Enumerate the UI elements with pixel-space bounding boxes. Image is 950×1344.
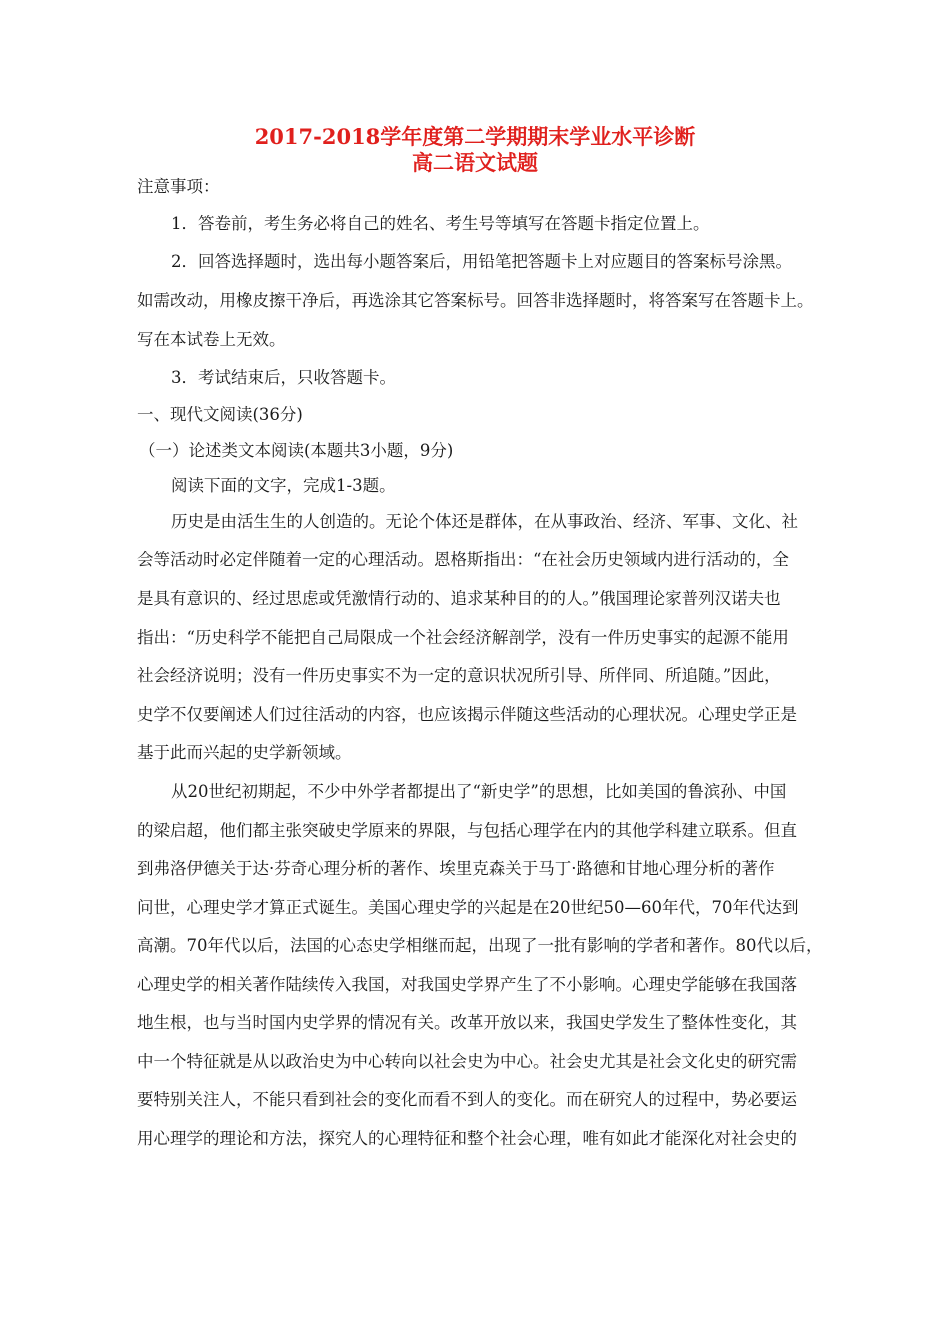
notice-item: 3．考试结束后，只收答题卡。	[171, 368, 396, 387]
notice-item: 2．回答选择题时，选出每小题答案后，用铅笔把答题卡上对应题目的答案标号涂黑。	[171, 252, 792, 271]
passage-line: 是具有意识的、经过思虑或凭激情行动的、追求某种目的的人。”俄国理论家普列汉诺夫也	[137, 589, 781, 608]
passage-line: 历史是由活生生的人创造的。无论个体还是群体，在从事政治、经济、军事、文化、社	[171, 512, 798, 531]
passage-line: 指出：“历史科学不能把自己局限成一个社会经济解剖学，没有一件历史事实的起源不能用	[137, 628, 789, 647]
notice-item-continued: 如需改动，用橡皮擦干净后，再选涂其它答案标号。回答非选择题时，将答案写在答题卡上。	[137, 291, 814, 310]
notice-heading: 注意事项：	[137, 177, 220, 196]
notice-item-continued: 写在本试卷上无效。	[137, 330, 286, 349]
passage-line: 社会经济说明；没有一件历史事实不为一定的意识状况所引导、所伴同、所追随。”因此，	[137, 666, 781, 685]
subsection-heading: （一）论述类文本阅读(本题共3小题，9分)	[139, 441, 454, 460]
passage-line: 到弗洛伊德关于达·芬奇心理分析的著作、埃里克森关于马丁·路德和甘地心理分析的著作	[137, 859, 775, 878]
passage-line: 会等活动时必定伴随着一定的心理活动。恩格斯指出：“在社会历史领域内进行活动的，全	[137, 550, 789, 569]
passage-line: 用心理学的理论和方法，探究人的心理特征和整个社会心理，唯有如此才能深化对社会史的	[137, 1129, 797, 1148]
passage-line: 从20世纪初期起，不少中外学者都提出了“新史学”的思想，比如美国的鲁滨孙、中国	[171, 782, 787, 801]
exam-title: 2017-2018学年度第二学期期末学业水平诊断	[254, 124, 696, 149]
passage-line: 地生根，也与当时国内史学界的情况有关。改革开放以来，我国史学发生了整体性变化，其	[137, 1013, 797, 1032]
passage-line: 史学不仅要阐述人们过往活动的内容，也应该揭示伴随这些活动的心理状况。心理史学正是	[137, 705, 797, 724]
passage-line: 的梁启超，他们都主张突破史学原来的界限，与包括心理学在内的其他学科建立联系。但直	[137, 821, 797, 840]
section-heading: 一、现代文阅读(36分)	[137, 405, 303, 424]
passage-line: 要特别关注人，不能只看到社会的变化而看不到人的变化。而在研究人的过程中，势必要运	[137, 1090, 797, 1109]
reading-instruction: 阅读下面的文字，完成1-3题。	[171, 476, 396, 495]
exam-subtitle: 高二语文试题	[412, 150, 538, 175]
passage-line: 高潮。70年代以后，法国的心态史学相继而起，出现了一批有影响的学者和著作。80代以后，	[137, 936, 823, 955]
passage-line: 基于此而兴起的史学新领域。	[137, 743, 352, 762]
passage-line: 问世，心理史学才算正式诞生。美国心理史学的兴起是在20世纪50—60年代，70年代达到	[137, 898, 799, 917]
passage-line: 中一个特征就是从以政治史为中心转向以社会史为中心。社会史尤其是社会文化史的研究需	[137, 1052, 797, 1071]
passage-line: 心理史学的相关著作陆续传入我国，对我国史学界产生了不小影响。心理史学能够在我国落	[137, 975, 797, 994]
notice-item: 1．答卷前，考生务必将自己的姓名、考生号等填写在答题卡指定位置上。	[171, 214, 710, 233]
